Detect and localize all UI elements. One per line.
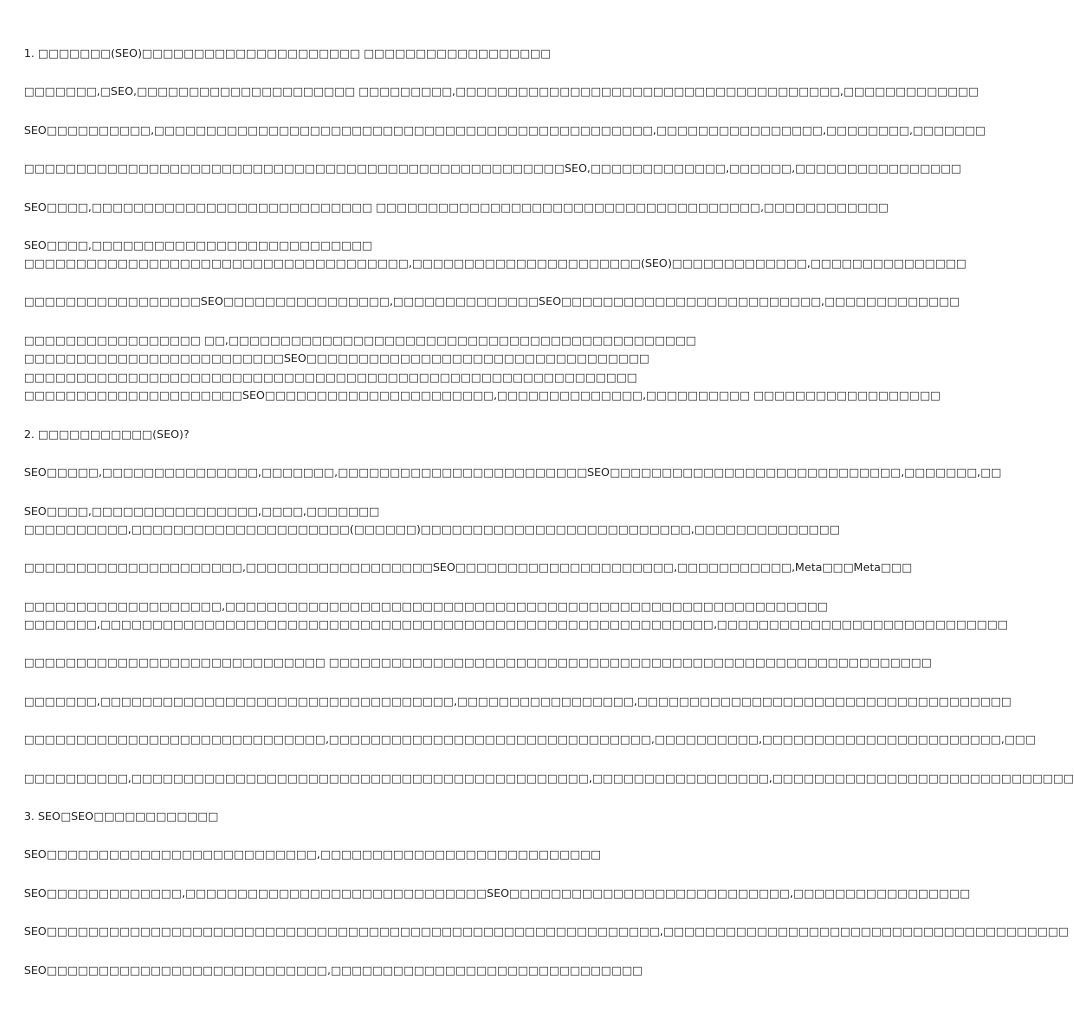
paragraph-line: □□□□□□□□□□□□□□□□□□□□□SEO□□□□□□□□□□□□□□□□□□□□□□,□□□□□□□□□□□□□□,□□□□□□□□□□ □□□□□□□□□□□□□□□□□□ <box>24 389 941 402</box>
paragraph-line: SEO□□□□□□□□□□,□□□□□□□□□□□□□□□□□□□□□□□□□□□□□□□□□□□□□□□□□□□□□□□□,□□□□□□□□□□□□□□□□,□□□□□□□□,□□□□□□□ <box>24 124 986 137</box>
section-heading-3: 3. SEO□SEO□□□□□□□□□□□□ <box>24 810 219 823</box>
paragraph-line: □□□□□□□□□□,□□□□□□□□□□□□□□□□□□□□□□□□□□□□□□□□□□□□□□□□□□□□,□□□□□□□□□□□□□□□□□,□□□□□□□□□□□□□□□□□□□□□□□□□□□□□ <box>24 772 1074 785</box>
paragraph-line: □□□□□□□□□□□□□□□□□□□□□,□□□□□□□□□□□□□□□□□□SEO□□□□□□□□□□□□□□□□□□□□□,□□□□□□□□□□□,Meta□□□Meta□□□ <box>24 561 912 574</box>
paragraph-line: □□□□□□□□□□□□□□□□□□□,□□□□□□□□□□□□□□□□□□□□□□□□□□□□□□□□□□□□□□□□□□□□□□□□□□□□□□□□□□ <box>24 600 828 613</box>
paragraph-line: □□□□□□□□□□□□□□□□□□□□□□□□□□□□□□□□□□□□□,□□□□□□□□□□□□□□□□□□□□□□(SEO)□□□□□□□□□□□□□,□□□□□□□□□□□□□□□ <box>24 257 967 270</box>
paragraph-line: SEO□□□□,□□□□□□□□□□□□□□□□,□□□□,□□□□□□□ <box>24 505 380 518</box>
paragraph-line: □□□□□□□,□□□□□□□□□□□□□□□□□□□□□□□□□□□□□□□□□□,□□□□□□□□□□□□□□□□□,□□□□□□□□□□□□□□□□□□□□□□□□□□□□□□□□□□□□ <box>24 695 1012 708</box>
paragraph-line: □□□□□□□□□□,□□□□□□□□□□□□□□□□□□□□□(□□□□□□)□□□□□□□□□□□□□□□□□□□□□□□□□□,□□□□□□□□□□□□□□ <box>24 523 840 536</box>
paragraph-line: □□□□□□□□□□□□□□□□□ □□,□□□□□□□□□□□□□□□□□□□□□□□□□□□□□□□□□□□□□□□□□□□□□ <box>24 334 697 347</box>
paragraph-line: □□□□□□□,□□□□□□□□□□□□□□□□□□□□□□□□□□□□□□□□□□□□□□□□□□□□□□□□□□□□□□□□□□□,□□□□□□□□□□□□□□□□□□□□□□□□□□□□ <box>24 618 1008 631</box>
paragraph-line: □□□□□□□□□□□□□□□□□□□□□□□□□□□□□,□□□□□□□□□□□□□□□□□□□□□□□□□□□□□□□,□□□□□□□□□□,□□□□□□□□□□□□□□□□□□□□□□□,□□□ <box>24 733 1036 746</box>
paragraph-line: SEO□□□□,□□□□□□□□□□□□□□□□□□□□□□□□□□□ <box>24 239 373 252</box>
paragraph-line: SEO□□□□,□□□□□□□□□□□□□□□□□□□□□□□□□□□ □□□□□□□□□□□□□□□□□□□□□□□□□□□□□□□□□□□□□,□□□□□□□□□□□□ <box>24 201 889 214</box>
paragraph-line: □□□□□□□□□□□□□□□□□□□□□□□□□□□□□ □□□□□□□□□□□□□□□□□□□□□□□□□□□□□□□□□□□□□□□□□□□□□□□□□□□□□□□□□□ <box>24 656 932 669</box>
paragraph-line: SEO□□□□□□□□□□□□□□□□□□□□□□□□□□□,□□□□□□□□□□□□□□□□□□□□□□□□□□□□□□ <box>24 964 643 977</box>
document-page <box>24 0 1074 1018</box>
paragraph-line: SEO□□□□□,□□□□□□□□□□□□□□□,□□□□□□□,□□□□□□□□□□□□□□□□□□□□□□□□SEO□□□□□□□□□□□□□□□□□□□□□□□□□□□□,□□□□□□□,□□ <box>24 466 1002 479</box>
paragraph-line: SEO□□□□□□□□□□□□□□□□□□□□□□□□□□□□□□□□□□□□□□□□□□□□□□□□□□□□□□□□□□□,□□□□□□□□□□□□□□□□□□□□□□□□□□□□□□□□□□□□□□□ <box>24 925 1069 938</box>
paragraph-line: □□□□□□□□□□□□□□□□□□□□□□□□□SEO□□□□□□□□□□□□□□□□□□□□□□□□□□□□□□□□□ <box>24 352 650 365</box>
paragraph-line: □□□□□□□□□□□□□□□□□SEO□□□□□□□□□□□□□□□□,□□□□□□□□□□□□□□SEO□□□□□□□□□□□□□□□□□□□□□□□□□,□□□□□□□□□□□□□ <box>24 295 960 308</box>
paragraph-line: □□□□□□□,□SEO,□□□□□□□□□□□□□□□□□□□□□ □□□□□□□□□,□□□□□□□□□□□□□□□□□□□□□□□□□□□□□□□□□□□□□,□□□□□□□□□□□□□ <box>24 85 979 98</box>
paragraph-line: SEO□□□□□□□□□□□□□□□□□□□□□□□□□□,□□□□□□□□□□□□□□□□□□□□□□□□□□□ <box>24 848 601 861</box>
paragraph-line: SEO□□□□□□□□□□□□□,□□□□□□□□□□□□□□□□□□□□□□□□□□□□□SEO□□□□□□□□□□□□□□□□□□□□□□□□□□□,□□□□□□□□□□□□□□□□□ <box>24 887 970 900</box>
section-heading-2: 2. □□□□□□□□□□□(SEO)? <box>24 428 190 441</box>
section-heading-1: 1. □□□□□□□(SEO)□□□□□□□□□□□□□□□□□□□□□ □□□□□□□□□□□□□□□□□□ <box>24 47 551 60</box>
paragraph-line: □□□□□□□□□□□□□□□□□□□□□□□□□□□□□□□□□□□□□□□□□□□□□□□□□□□□SEO,□□□□□□□□□□□□□,□□□□□□,□□□□□□□□□□□□□□□□ <box>24 162 962 175</box>
paragraph-line: □□□□□□□□□□□□□□□□□□□□□□□□□□□□□□□□□□□□□□□□□□□□□□□□□□□□□□□□□□□ <box>24 371 638 384</box>
